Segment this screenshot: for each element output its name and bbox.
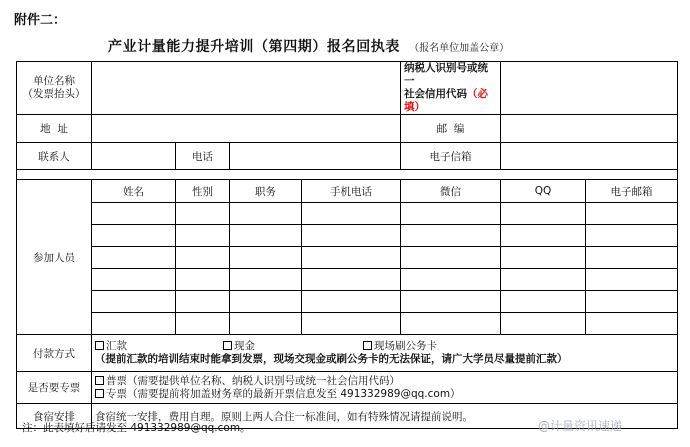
participant-row — [17, 313, 678, 335]
participant-cell[interactable] — [230, 291, 302, 313]
payment-options-cell — [92, 335, 678, 372]
payment-option-card[interactable] — [363, 340, 437, 353]
participants-label: 参加人员 — [17, 180, 92, 335]
contact-label: 联系人 — [17, 143, 92, 170]
payment-option-card-label: 现场刷公务卡 — [374, 340, 437, 352]
invoice-option-normal-label: 普票（需要提供单位名称、纳税人识别号或统一社会信用代码） — [106, 374, 400, 387]
checkbox-icon[interactable] — [95, 376, 104, 385]
participant-cell[interactable] — [501, 291, 586, 313]
registration-form-table — [16, 61, 678, 429]
payment-row — [17, 335, 678, 372]
participant-cell[interactable] — [401, 269, 501, 291]
unit-name-row — [17, 62, 678, 115]
participant-cell[interactable] — [401, 313, 501, 335]
payment-option-transfer-label: 汇款 — [106, 340, 127, 352]
form-title-note: （报名单位加盖公章） — [409, 43, 510, 54]
participant-cell[interactable] — [230, 203, 302, 225]
participant-cell[interactable] — [176, 291, 230, 313]
participant-cell[interactable] — [401, 203, 501, 225]
postcode-field[interactable] — [501, 115, 678, 143]
participant-cell[interactable] — [501, 313, 586, 335]
participant-row — [17, 225, 678, 247]
participant-cell[interactable] — [230, 269, 302, 291]
col-header-mobile: 手机电话 — [302, 180, 401, 203]
postcode-label: 邮 编 — [401, 115, 501, 143]
participant-cell[interactable] — [92, 225, 176, 247]
col-header-gender: 性别 — [176, 180, 230, 203]
invoice-option-normal[interactable] — [95, 375, 674, 388]
tax-id-required: （必填） — [404, 88, 488, 113]
participant-cell[interactable] — [302, 291, 401, 313]
participant-cell[interactable] — [92, 269, 176, 291]
participants-header-row — [17, 180, 678, 203]
col-header-wechat: 微信 — [401, 180, 501, 203]
participant-cell[interactable] — [302, 247, 401, 269]
payment-option-cash[interactable] — [223, 340, 363, 353]
participant-cell[interactable] — [176, 313, 230, 335]
payment-option-cash-label: 现金 — [234, 340, 255, 352]
participant-row — [17, 247, 678, 269]
watermark: @计量资讯速递 — [538, 419, 623, 433]
participant-cell[interactable] — [401, 225, 501, 247]
checkbox-icon[interactable] — [95, 389, 104, 398]
participant-cell[interactable] — [92, 247, 176, 269]
col-header-title: 职务 — [230, 180, 302, 203]
spacer-cell — [17, 170, 678, 180]
participant-cell[interactable] — [176, 203, 230, 225]
spacer-row — [17, 170, 678, 180]
address-row — [17, 115, 678, 143]
payment-option-transfer[interactable] — [95, 340, 223, 353]
participant-row — [17, 291, 678, 313]
checkbox-icon[interactable] — [363, 341, 372, 350]
checkbox-icon[interactable] — [223, 341, 232, 350]
participant-cell[interactable] — [401, 247, 501, 269]
participant-cell[interactable] — [92, 203, 176, 225]
participant-cell[interactable] — [586, 313, 678, 335]
col-header-name: 姓名 — [92, 180, 176, 203]
col-header-email: 电子邮箱 — [586, 180, 678, 203]
footer-note: 注：此表填好后请发至 491332989@qq.com。 — [22, 422, 251, 434]
lodging-text: 食宿统一安排，费用自理。原则上两人合住一标准间，如有特殊情况请提前说明。 — [92, 404, 678, 429]
invoice-row — [17, 372, 678, 404]
tax-id-label: 纳税人识别号或统一 — [404, 62, 488, 87]
participant-cell[interactable] — [501, 269, 586, 291]
form-title: 产业计量能力提升培训（第四期）报名回执表 — [108, 39, 400, 55]
phone-label: 电话 — [176, 143, 230, 170]
participant-cell[interactable] — [230, 225, 302, 247]
participant-cell[interactable] — [501, 203, 586, 225]
participant-cell[interactable] — [401, 291, 501, 313]
participant-cell[interactable] — [586, 269, 678, 291]
participant-cell[interactable] — [92, 313, 176, 335]
col-header-qq: QQ — [501, 180, 586, 203]
participant-cell[interactable] — [92, 291, 176, 313]
unit-name-note: （发票抬头） — [22, 88, 86, 100]
address-label: 地 址 — [17, 115, 92, 143]
participant-row — [17, 269, 678, 291]
invoice-option-special-label: 专票（需要提前将加盖财务章的最新开票信息发至 491332989@qq.com） — [106, 387, 461, 400]
checkbox-icon[interactable] — [95, 341, 104, 350]
tax-id-label-cell — [401, 62, 501, 115]
contact-field[interactable] — [92, 143, 176, 170]
participant-cell[interactable] — [176, 225, 230, 247]
email-label: 电子信箱 — [401, 143, 501, 170]
participant-cell[interactable] — [230, 313, 302, 335]
invoice-option-special[interactable] — [95, 388, 674, 401]
participant-cell[interactable] — [302, 225, 401, 247]
tax-id-field[interactable] — [501, 62, 678, 115]
attachment-label: 附件二： — [14, 13, 67, 28]
participant-cell[interactable] — [176, 269, 230, 291]
participant-cell[interactable] — [302, 269, 401, 291]
participant-cell[interactable] — [586, 247, 678, 269]
tax-id-label-2: 社会信用代码 — [404, 88, 467, 100]
invoice-options-cell — [92, 372, 678, 404]
participant-cell[interactable] — [586, 291, 678, 313]
unit-name-field[interactable] — [92, 62, 401, 115]
participant-cell[interactable] — [302, 313, 401, 335]
participant-cell[interactable] — [586, 225, 678, 247]
contact-row — [17, 143, 678, 170]
address-field[interactable] — [92, 115, 401, 143]
email-field[interactable] — [501, 143, 678, 170]
participant-row — [17, 203, 678, 225]
participant-cell[interactable] — [230, 247, 302, 269]
payment-label: 付款方式 — [17, 335, 92, 372]
participant-cell[interactable] — [501, 225, 586, 247]
payment-note: （提前汇款的培训结束时能拿到发票，现场交现金或刷公务卡的无法保证，请广大学员尽量提前汇款） — [95, 353, 568, 365]
unit-name-label: 单位名称 — [33, 75, 75, 87]
phone-field[interactable] — [230, 143, 401, 170]
form-title-line — [108, 36, 509, 56]
participant-cell[interactable] — [176, 247, 230, 269]
participant-cell[interactable] — [302, 203, 401, 225]
lodging-label: 食宿安排 — [17, 404, 92, 429]
participant-cell[interactable] — [501, 247, 586, 269]
invoice-label: 是否要专票 — [17, 372, 92, 404]
unit-name-label-cell — [17, 62, 92, 115]
participant-cell[interactable] — [586, 203, 678, 225]
